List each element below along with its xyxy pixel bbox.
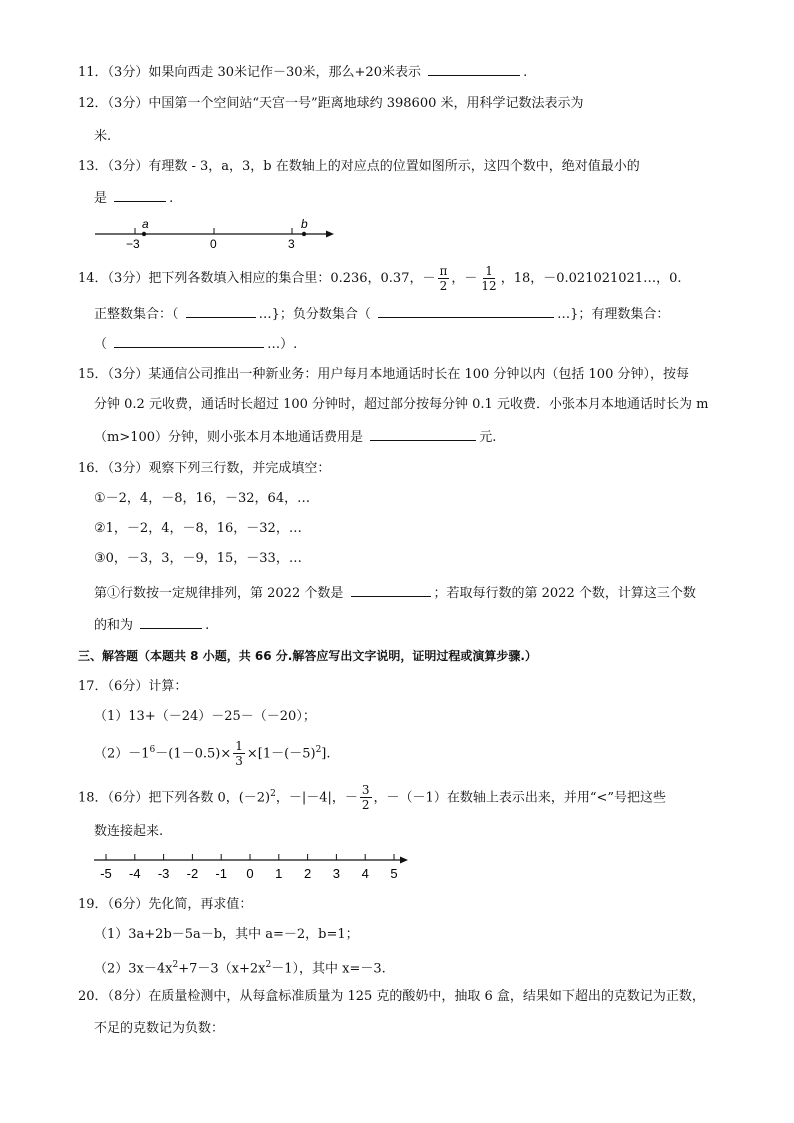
- q14-sets-continuation: （ …）.: [94, 334, 297, 354]
- question-20: 20．（8分）在质量检测中，从每盒标准质量为 125 克的酸奶中，抽取 6 盒，结果如下超出的克数记为正数，: [78, 989, 705, 1004]
- q11-blank: [428, 62, 520, 76]
- question-13: [78, 158, 640, 176]
- question-19: 19．（6分）先化简，再求值：: [78, 897, 253, 912]
- question-17: 17．（6分）计算：: [78, 679, 188, 694]
- q15-line2: 分钟 0.2 元收费，通话时长超过 100 分钟时，超过部分按每分钟 0.1 元收费．小张本月本地通话时长为 m: [94, 397, 709, 412]
- q11-text: 11．（3分）如果向西走 30米记作－30米，那么+20米表示: [78, 65, 421, 80]
- question-15: 15．（3分）某通信公司推出一种新业务：用户每月本地通话时长在 100 分钟以内（包括 100 分钟），按每: [78, 367, 689, 382]
- tick-label: 5: [390, 866, 398, 881]
- question-12: [78, 95, 584, 113]
- section-3-heading: 三、解答题（本题共 8 小题，共 66 分.解答应写出文字说明，证明过程或演算步骤.）: [78, 649, 537, 663]
- q15-line3: （m>100）分钟，则小张本月本地通话费用是 元.: [94, 427, 496, 447]
- q20-line2: 不足的克数记为负数：: [94, 1021, 225, 1036]
- negative-fraction-set-blank: [378, 304, 554, 318]
- q19-part2: $(2)3x-4x^2+7-3(x+2x^2-1)$，其中 x=－3.: [94, 960, 386, 977]
- q16-row3: ③0，－3，3，－9，15，－33，…: [94, 551, 302, 566]
- tick-label: −3: [126, 237, 140, 251]
- tick-label: -4: [129, 866, 141, 881]
- q13-blank: [114, 188, 166, 202]
- q19-part1: （1）3a+2b－5a－b，其中 a=－2，b=1；: [94, 927, 359, 942]
- q13-number-line: [90, 214, 340, 254]
- arrow-icon: [326, 231, 334, 238]
- tick-label: -2: [186, 866, 199, 881]
- q16-line6: 的和为 .: [94, 615, 209, 635]
- fraction-1-over-12: $\frac{1}{12}$: [481, 264, 497, 293]
- q16-row1: ①－2，4，－8，16，－32，64，…: [94, 491, 311, 506]
- tick-label: 4: [361, 866, 369, 881]
- arrow-icon: [400, 857, 408, 864]
- tick-label: 3: [288, 237, 295, 251]
- q14-sets: 正整数集合：（ …}；负分数集合（ …}；有理数集合：: [94, 304, 669, 324]
- tick-label: 0: [210, 237, 217, 251]
- tick-label: -3: [157, 866, 170, 881]
- question-18: 18．（6分）把下列各数 0，$(-2)^2$，－|－4|，－ $\frac{3}{2}$ ，－（－1）在数轴上表示出来，并用“<”号把这些: [78, 783, 667, 813]
- q12-text: 12．（3分）中国第一个空间站“天宫一号”距离地球约 398600 米，用科学记数法表示为: [78, 96, 584, 111]
- q18-number-line: [90, 850, 420, 884]
- tick-label: -1: [215, 866, 227, 881]
- label-b: b: [301, 217, 308, 231]
- question-11: 11．（3分）如果向西走 30米记作－30米，那么+20米表示 .: [78, 62, 527, 82]
- fraction-pi-over-2: $\frac{\pi}{2}$: [439, 264, 448, 293]
- q16-line5: 第①行数按一定规律排列，第 2022 个数是 ；若取每行数的第 2022 个数，计算这三个数: [94, 583, 696, 603]
- rational-set-blank: [114, 334, 264, 348]
- q13-text: 13．（3分）有理数 - 3，a，3，b 在数轴上的对应点的位置如图所示，这四个数中，绝对值最小的: [78, 159, 640, 174]
- fraction-3-over-2: $\frac{3}{2}$: [361, 783, 370, 813]
- tick-label: 2: [303, 866, 312, 881]
- tick-label: 0: [246, 866, 254, 881]
- fraction-1-over-3: $\frac{1}{3}$: [235, 739, 243, 769]
- q13-continuation: 是 .: [94, 188, 173, 208]
- q16-blank-2: [140, 615, 202, 629]
- q17-part1: （1）13+（－24）－25－（－20）；: [94, 709, 316, 724]
- point-a: [142, 232, 146, 236]
- tick-label: 3: [332, 866, 341, 881]
- point-b: [302, 232, 306, 236]
- q17-part2: $(2)-1^6-(1-0.5)\times$ $\frac{1}{3}$ $\times[1-(-5)^2]$.: [94, 739, 331, 769]
- question-16: 16．（3分）观察下列三行数，并完成填空：: [78, 461, 331, 476]
- q12-continuation: 米.: [94, 129, 112, 144]
- q16-row2: ②1，－2，4，－8，16，－32，…: [94, 521, 302, 536]
- q18-line2: 数连接起来.: [94, 824, 164, 839]
- tick-label: 1: [275, 866, 283, 881]
- label-a: a: [142, 217, 149, 231]
- q16-blank-1: [351, 583, 431, 597]
- positive-integer-set-blank: [186, 304, 256, 318]
- q15-blank: [370, 427, 476, 441]
- question-14: 14．（3分）把下列各数填入相应的集合里：0.236，0.37，－ $\frac{\pi}{2}$ ，－ $\frac{1}{12}$ ，18，－0.021021021…，0.: [78, 264, 682, 293]
- tick-label: -5: [100, 866, 112, 881]
